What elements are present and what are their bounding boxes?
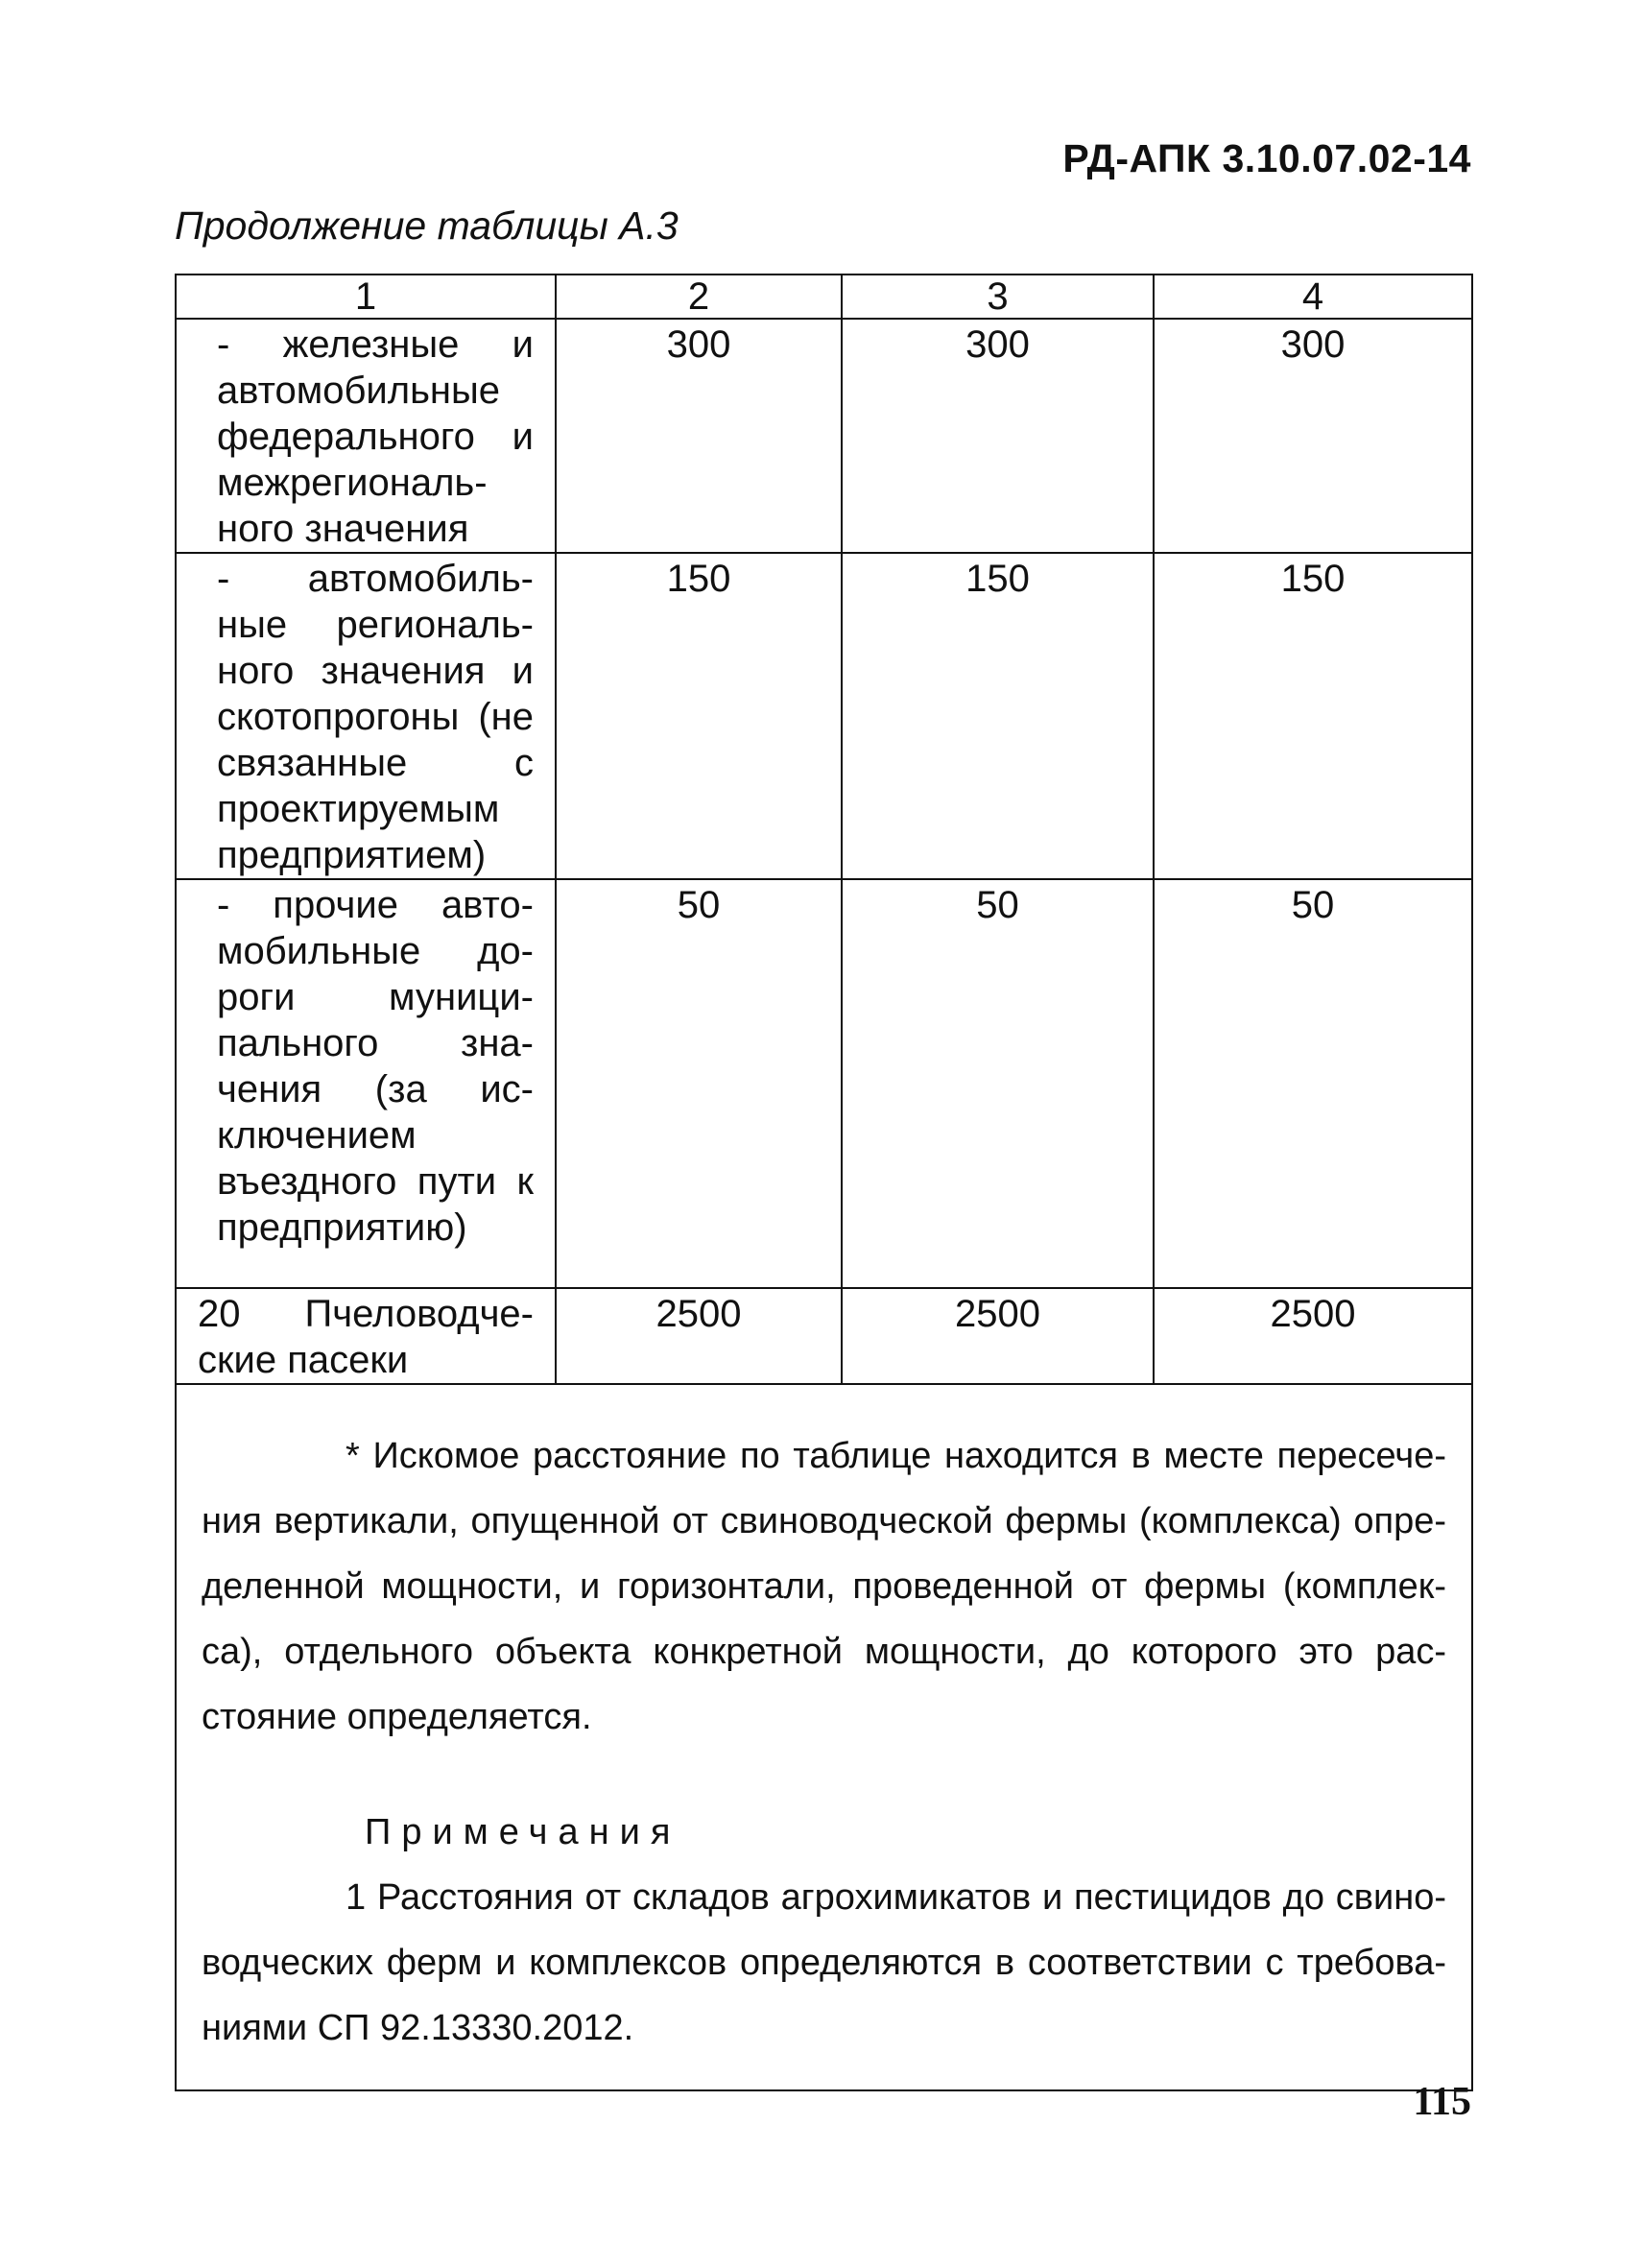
notes-heading: Примечания: [365, 1812, 681, 1852]
row-label: - железные и автомобильные федерального и межрегиональ-ного значения: [217, 323, 534, 550]
table-row: [176, 319, 1472, 553]
row-label-cell: [176, 1288, 556, 1384]
table-row: [176, 1288, 1472, 1384]
column-header: 1: [176, 275, 556, 319]
value: 2500: [955, 1293, 1040, 1335]
row-label: 20 Пчеловодче-ские пасеки: [198, 1293, 534, 1381]
value: 2500: [655, 1293, 742, 1335]
value: 50: [677, 884, 721, 926]
row-label: - автомобиль-ные региональ-ного значения и скотопрогоны (не связанные с проектируемым предприятием): [217, 558, 534, 876]
value-cell: [842, 1288, 1154, 1384]
value-cell: [1154, 553, 1472, 879]
value: 50: [1291, 884, 1335, 926]
row-label-cell: [176, 879, 556, 1288]
footnote: * Искомое расстояние по таблице находится в месте пересече-ния вертикали, опущенной от свиноводческой фермы (комплекса) опре-деленной мощности, и горизонтали, проведенной от фермы (комплек-са), отдельного объекта конкретной мощности, до которого это рас-стояние определяется.: [202, 1436, 1446, 1737]
note-1: 1 Расстояния от складов агрохимикатов и пестицидов до свино-водческих ферм и комплексов определяются в соответствии с требова-ниями СП 92.13330.2012.: [202, 1877, 1446, 2048]
table-header-row: [176, 275, 1472, 319]
row-label-cell: [176, 553, 556, 879]
row-label: - прочие авто-мобильные до-роги муници-пального зна-чения (за ис-ключением въездного пути к предприятию): [217, 884, 534, 1249]
value: 150: [1280, 558, 1346, 600]
value-cell: [842, 319, 1154, 553]
table-row: [176, 879, 1472, 1288]
column-header: 4: [1154, 275, 1472, 319]
row-label-cell: [176, 319, 556, 553]
value-cell: [556, 879, 842, 1288]
value-cell: [842, 879, 1154, 1288]
value-cell: [556, 319, 842, 553]
table-row: [176, 553, 1472, 879]
column-header: 2: [556, 275, 842, 319]
document-code: РД-АПК 3.10.07.02-14: [1062, 136, 1471, 180]
value: 50: [976, 884, 1019, 926]
value-cell: [1154, 319, 1472, 553]
table-continuation-caption: Продолжение таблицы А.3: [175, 203, 679, 248]
value: 150: [666, 558, 731, 600]
table-container: [175, 274, 1471, 2091]
page-number: 115: [1413, 2080, 1471, 2124]
notes-row: [176, 1384, 1472, 2090]
value-cell: [556, 553, 842, 879]
value-cell: [1154, 1288, 1472, 1384]
value-cell: [1154, 879, 1472, 1288]
notes-cell: [176, 1384, 1472, 2090]
value: 150: [965, 558, 1030, 600]
value-cell: [842, 553, 1154, 879]
column-header: 3: [842, 275, 1154, 319]
value: 300: [1280, 323, 1346, 366]
value-cell: [556, 1288, 842, 1384]
value: 2500: [1270, 1293, 1356, 1335]
value: 300: [666, 323, 731, 366]
distance-table: [175, 274, 1473, 2091]
value: 300: [965, 323, 1030, 366]
